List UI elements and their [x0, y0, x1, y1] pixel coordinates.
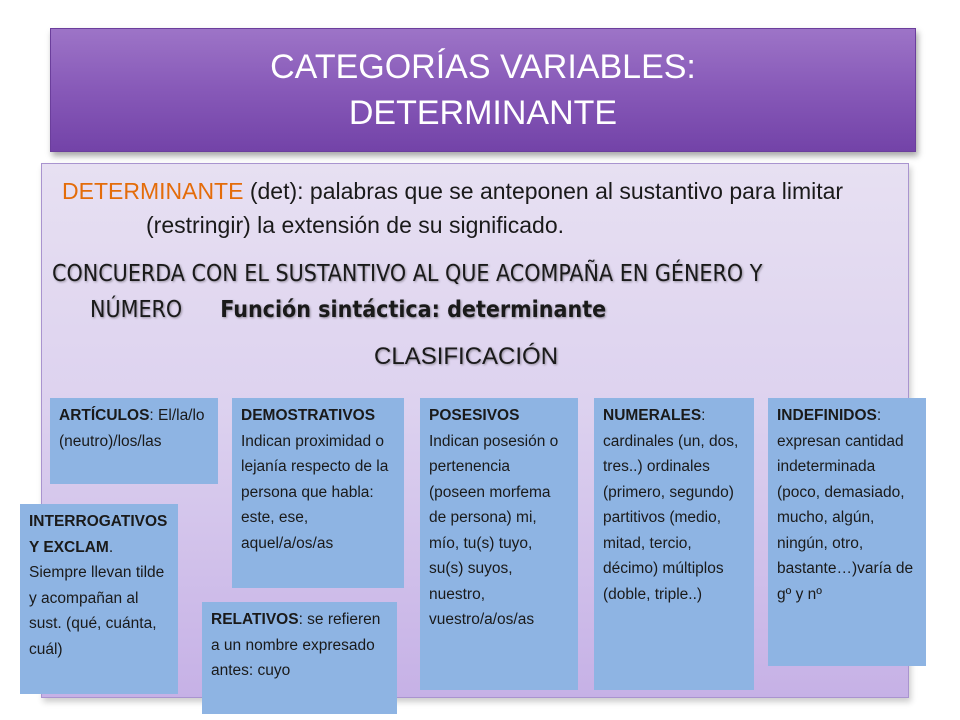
card-interrogativos: [20, 504, 178, 694]
card-interrogativos-body: . Siempre llevan tilde y acompañan al sust. (qué, cuánta, cuál): [29, 538, 165, 658]
card-numerales-head: NUMERALES: [603, 407, 702, 424]
definition-term: DETERMINANTE: [62, 178, 244, 204]
card-articulos: [50, 398, 218, 484]
title-box: [50, 28, 916, 152]
card-relativos-body: : se refieren a un nombre expresado antes: cuyo: [211, 611, 381, 679]
card-demostrativos: [232, 398, 404, 588]
card-posesivos: [420, 398, 578, 690]
definition-paragraph: [62, 174, 902, 242]
card-relativos: [202, 602, 397, 714]
title-line-2: DETERMINANTE: [348, 94, 618, 132]
card-indefinidos-head: INDEFINIDOS: [777, 407, 877, 424]
classification-heading: CLASIFICACIÓN: [374, 343, 559, 370]
card-numerales: [594, 398, 754, 690]
card-indefinidos-body: : expresan cantidad indeterminada (poco, demasiado, mucho, algún, ningún, otro, bastante…)varía de gº y nº: [777, 407, 914, 603]
card-numerales-body: : cardinales (un, dos, tres..) ordinales (primero, segundo) partitivos (medio, mitad, tercio, décimo) múltiplos (doble, triple..): [603, 407, 739, 603]
card-demostrativos-head: DEMOSTRATIVOS: [241, 407, 376, 424]
card-demostrativos-body: Indican proximidad o lejanía respecto de la persona que habla: este, ese, aquel/a/os/as: [241, 432, 389, 552]
card-articulos-head: ARTÍCULOS: [59, 407, 150, 424]
card-articulos-body: : El/la/lo (neutro)/los/las: [59, 407, 205, 450]
concordance-text: CONCUERDA CON EL SUSTANTIVO AL QUE ACOMPAÑA EN GÉNERO Y NÚMERO: [52, 261, 763, 323]
syntactic-function: Función sintáctica: determinante: [220, 297, 607, 323]
card-indefinidos: [768, 398, 926, 666]
title-line-1: CATEGORÍAS VARIABLES:: [270, 48, 696, 86]
card-relativos-head: RELATIVOS: [211, 611, 299, 628]
definition-text: (det): palabras que se anteponen al sustantivo para limitar (restringir) la extensión de su significado.: [146, 178, 844, 238]
card-interrogativos-head: INTERROGATIVOS Y EXCLAM: [29, 513, 168, 556]
concordance-paragraph: [52, 256, 912, 328]
card-posesivos-body: Indican posesión o pertenencia (poseen morfema de persona) mi, mío, tu(s) tuyo, su(s) suyos, nuestro, vuestro/a/os/as: [429, 432, 559, 628]
card-posesivos-head: POSESIVOS: [429, 407, 520, 424]
